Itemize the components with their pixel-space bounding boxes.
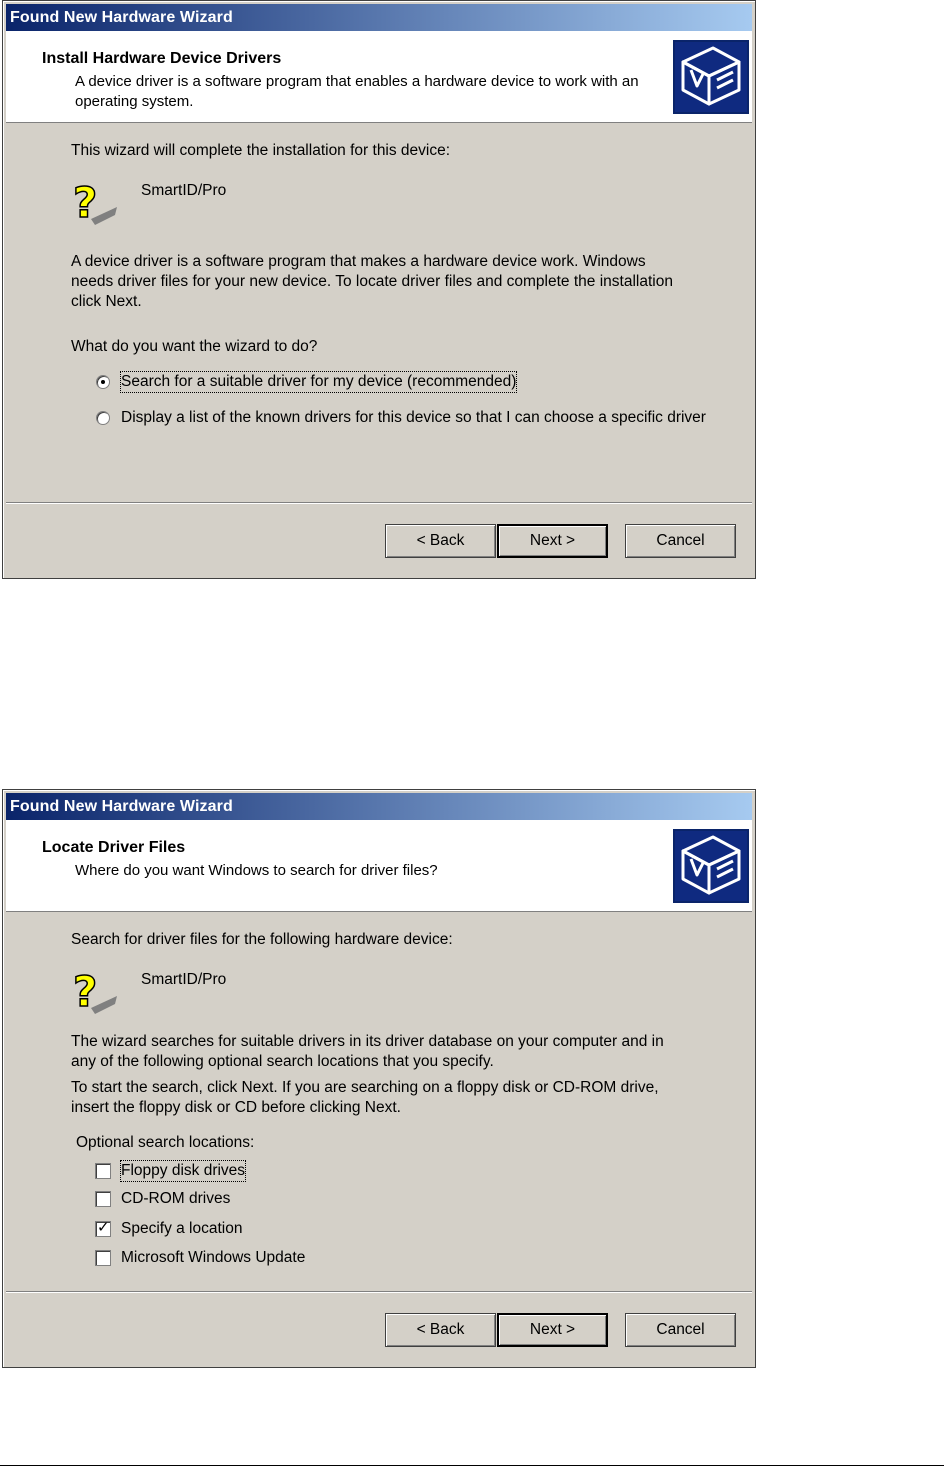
- checkmark-icon: ✓: [97, 1219, 110, 1236]
- wizard-header: [6, 820, 752, 912]
- header-title: Install Hardware Device Drivers: [42, 50, 282, 67]
- description-text-2: To start the search, click Next. If you are searching on a floppy disk or CD-ROM drive, insert the floppy disk or CD before clicking Next.: [71, 1079, 659, 1116]
- optional-locations-label: Optional search locations:: [76, 1134, 255, 1151]
- unknown-device-question-icon: [69, 177, 119, 227]
- checkbox-cdrom[interactable]: [95, 1191, 111, 1207]
- checkbox-windows-update[interactable]: [95, 1250, 111, 1266]
- radio-display-list[interactable]: [96, 411, 110, 425]
- checkbox-floppy[interactable]: [95, 1163, 111, 1179]
- hardware-box-icon: [673, 40, 749, 114]
- intro-text: This wizard will complete the installation for this device:: [71, 142, 451, 159]
- footer-separator: [6, 502, 752, 504]
- description-text-1: The wizard searches for suitable drivers in its driver database on your computer and in any of the following optional search locations that you specify.: [71, 1033, 664, 1070]
- hardware-box-icon: [673, 829, 749, 903]
- wizard-dialog-locate-driver-files: [2, 789, 756, 1368]
- header-title: Locate Driver Files: [42, 839, 186, 856]
- header-subtitle: A device driver is a software program that enables a hardware device to work with an operating system.: [75, 73, 639, 110]
- next-button[interactable]: Next >: [497, 524, 608, 558]
- wizard-dialog-install-drivers: [2, 0, 756, 579]
- checkbox-specify-location[interactable]: [95, 1221, 111, 1237]
- page-bottom-rule: [0, 1465, 944, 1466]
- radio-search-driver[interactable]: [96, 375, 110, 389]
- device-name: SmartID/Pro: [141, 971, 227, 988]
- unknown-device-question-icon: [69, 966, 119, 1016]
- cdrom-drives-label[interactable]: CD-ROM drives: [121, 1190, 231, 1207]
- option-search-driver-label[interactable]: Search for a suitable driver for my device (recommended): [121, 373, 517, 390]
- cancel-button[interactable]: Cancel: [625, 524, 736, 558]
- device-name: SmartID/Pro: [141, 182, 227, 199]
- back-button[interactable]: < Back: [385, 524, 496, 558]
- wizard-header: [6, 31, 752, 123]
- header-subtitle: Where do you want Windows to search for driver files?: [75, 862, 438, 879]
- option-display-list-label[interactable]: Display a list of the known drivers for this device so that I can choose a specific driver: [121, 409, 706, 426]
- intro-text: Search for driver files for the following hardware device:: [71, 931, 453, 948]
- next-button[interactable]: Next >: [497, 1313, 608, 1347]
- windows-update-label[interactable]: Microsoft Windows Update: [121, 1249, 306, 1266]
- footer-separator: [6, 1291, 752, 1293]
- cancel-button[interactable]: Cancel: [625, 1313, 736, 1347]
- floppy-drives-label[interactable]: Floppy disk drives: [121, 1162, 246, 1179]
- svg-text:?: ?: [73, 178, 98, 227]
- svg-text:?: ?: [73, 967, 98, 1016]
- question-text: What do you want the wizard to do?: [71, 338, 318, 355]
- back-button[interactable]: < Back: [385, 1313, 496, 1347]
- title-bar[interactable]: Found New Hardware Wizard: [6, 4, 752, 31]
- description-text: A device driver is a software program that makes a hardware device work. Windows needs driver files for your new device. To locate driver files and complete the installation click Next.: [71, 253, 673, 310]
- title-bar[interactable]: Found New Hardware Wizard: [6, 793, 752, 820]
- specify-location-label[interactable]: Specify a location: [121, 1220, 243, 1237]
